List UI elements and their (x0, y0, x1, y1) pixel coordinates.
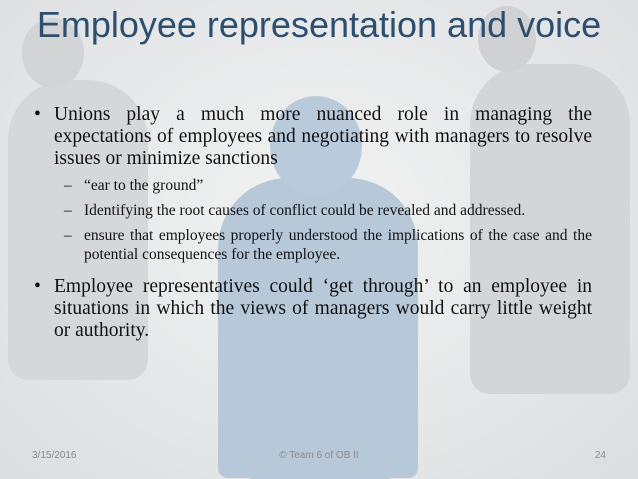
bullet-item (34, 276, 592, 342)
footer-center-text: © Team 6 of OB II (279, 450, 359, 461)
page-number: 24 (594, 450, 606, 461)
bullet-marker: • (34, 276, 41, 297)
sub-bullet-item (34, 176, 592, 195)
sub-bullet-text: “ear to the ground” (84, 177, 204, 194)
sub-bullet-item (34, 226, 592, 264)
dash-marker: – (64, 202, 72, 219)
bullet-marker: • (34, 104, 41, 125)
dash-marker: – (64, 227, 72, 244)
bullet-item (34, 104, 592, 170)
sub-bullet-text: ensure that employees properly understood the implications of the case and the potential consequences for the employee. (84, 227, 592, 263)
bullet-text: Unions play a much more nuanced role in managing the expectations of employees and negotiating with managers to resolve issues or minimize sanctions (54, 104, 592, 169)
dash-marker: – (64, 177, 72, 194)
sub-bullet-text: Identifying the root causes of conflict could be revealed and addressed. (84, 202, 526, 219)
bullet-text: Employee representatives could ‘get through’ to an employee in situations in which the views of managers would carry little weight or authority. (54, 276, 592, 341)
slide-title: Employee representation and voice (36, 4, 602, 45)
slide-content (34, 104, 592, 342)
footer-date: 3/15/2016 (32, 450, 77, 461)
sub-bullet-item (34, 201, 592, 220)
